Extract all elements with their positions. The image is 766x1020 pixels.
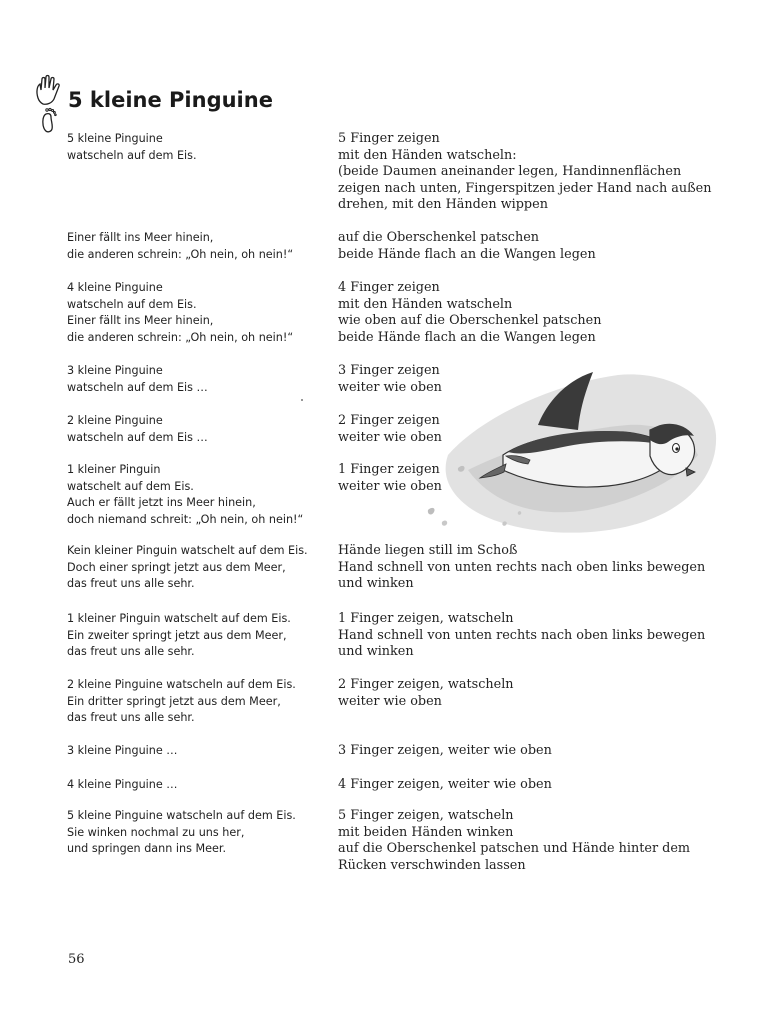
action-line: weiter wie oben (338, 379, 442, 395)
penguin-illustration (418, 360, 718, 550)
lyric-line: watscheln auf dem Eis. (67, 148, 197, 162)
action-line: weiter wie oben (338, 478, 442, 494)
action-line: mit den Händen watscheln (338, 296, 513, 312)
action-line: 4 Finger zeigen (338, 280, 440, 295)
actions (338, 543, 706, 593)
lyrics (67, 743, 327, 760)
page-title: 5 kleine Pinguine (68, 88, 273, 112)
lyric-line: 5 kleine Pinguine (67, 132, 163, 145)
lyric-line: Kein kleiner Pinguin watschelt auf dem Eis. (67, 544, 308, 557)
lyrics (67, 543, 327, 593)
lyric-line: Einer fällt ins Meer hinein, (67, 231, 214, 244)
actions (338, 131, 712, 214)
print-speck (301, 399, 303, 401)
lyrics (67, 131, 327, 164)
lyrics (67, 230, 327, 263)
action-line: weiter wie oben (338, 693, 442, 709)
action-line: beide Hände flach an die Wangen legen (338, 246, 596, 262)
action-line: 2 Finger zeigen (338, 413, 440, 428)
lyric-line: 2 kleine Pinguine (67, 414, 163, 427)
action-line: 3 Finger zeigen, weiter wie oben (338, 743, 552, 758)
action-line: auf die Oberschenkel patschen und Hände hinter dem (338, 841, 691, 857)
lyric-line: 3 kleine Pinguine … (67, 744, 178, 757)
lyrics (67, 363, 327, 396)
lyric-line: 1 kleiner Pinguin (67, 463, 161, 476)
action-line: und winken (338, 576, 414, 592)
title-row (34, 74, 434, 134)
lyric-line: watscheln auf dem Eis … (67, 380, 208, 394)
action-line: drehen, mit den Händen wippen (338, 197, 548, 213)
lyric-line: das freut uns alle sehr. (67, 577, 195, 591)
action-line: 5 Finger zeigen (338, 131, 440, 146)
action-line: Hände liegen still im Schoß (338, 543, 518, 558)
action-line: 1 Finger zeigen, watscheln (338, 611, 514, 626)
lyric-line: watscheln auf dem Eis. (67, 297, 197, 311)
lyrics (67, 611, 327, 661)
action-line: auf die Oberschenkel patschen (338, 230, 540, 245)
lyric-line: Ein zweiter springt jetzt aus dem Meer, (67, 628, 287, 642)
action-line: 5 Finger zeigen, watscheln (338, 808, 514, 823)
lyric-line: Einer fällt ins Meer hinein, (67, 314, 214, 328)
lyric-line: Auch er fällt jetzt ins Meer hinein, (67, 496, 256, 510)
lyrics (67, 413, 327, 446)
action-line: Hand schnell von unten rechts nach oben links bewegen (338, 627, 706, 643)
actions (338, 777, 698, 794)
actions (338, 808, 698, 874)
action-line: 2 Finger zeigen, watscheln (338, 677, 514, 692)
lyric-line: 4 kleine Pinguine (67, 281, 163, 294)
action-line: beide Hände flach an die Wangen legen (338, 329, 596, 345)
hand-and-foot-icon (34, 74, 66, 134)
actions (338, 280, 698, 346)
action-line: und winken (338, 644, 414, 660)
lyric-line: 3 kleine Pinguine (67, 364, 163, 377)
action-line: (beide Daumen aneinander legen, Handinnenflächen (338, 164, 682, 180)
lyrics (67, 677, 327, 727)
action-line: mit den Händen watscheln: (338, 147, 517, 163)
lyric-line: die anderen schrein: „Oh nein, oh nein!“ (67, 247, 294, 261)
actions (338, 743, 698, 760)
action-line: wie oben auf die Oberschenkel patschen (338, 313, 602, 329)
lyric-line: watscheln auf dem Eis … (67, 430, 208, 444)
page-number: 56 (68, 952, 85, 967)
action-line: Rücken verschwinden lassen (338, 857, 526, 873)
lyric-line: doch niemand schreit: „Oh nein, oh nein!“ (67, 512, 304, 526)
action-line: 4 Finger zeigen, weiter wie oben (338, 777, 552, 792)
actions (338, 230, 698, 263)
lyric-line: das freut uns alle sehr. (67, 711, 195, 725)
action-line: Hand schnell von unten rechts nach oben links bewegen (338, 559, 706, 575)
lyric-line: Sie winken nochmal zu uns her, (67, 825, 245, 839)
lyrics (67, 808, 327, 858)
lyric-line: 4 kleine Pinguine … (67, 778, 178, 791)
lyrics (67, 280, 327, 346)
action-line: 1 Finger zeigen (338, 462, 440, 477)
actions (338, 611, 706, 661)
action-line: 3 Finger zeigen (338, 363, 440, 378)
lyric-line: 5 kleine Pinguine watscheln auf dem Eis. (67, 809, 296, 822)
lyric-line: Ein dritter springt jetzt aus dem Meer, (67, 694, 281, 708)
lyrics (67, 777, 327, 794)
lyric-line: 2 kleine Pinguine watscheln auf dem Eis. (67, 678, 296, 691)
lyric-line: Doch einer springt jetzt aus dem Meer, (67, 560, 286, 574)
action-line: zeigen nach unten, Fingerspitzen jeder Hand nach außen (338, 180, 712, 196)
lyric-line: 1 kleiner Pinguin watschelt auf dem Eis. (67, 612, 291, 625)
lyric-line: die anderen schrein: „Oh nein, oh nein!“ (67, 330, 294, 344)
lyrics (67, 462, 327, 528)
lyric-line: watschelt auf dem Eis. (67, 479, 194, 493)
actions (338, 677, 698, 710)
action-line: weiter wie oben (338, 429, 442, 445)
lyric-line: und springen dann ins Meer. (67, 842, 227, 856)
lyric-line: das freut uns alle sehr. (67, 645, 195, 659)
action-line: mit beiden Händen winken (338, 824, 514, 840)
